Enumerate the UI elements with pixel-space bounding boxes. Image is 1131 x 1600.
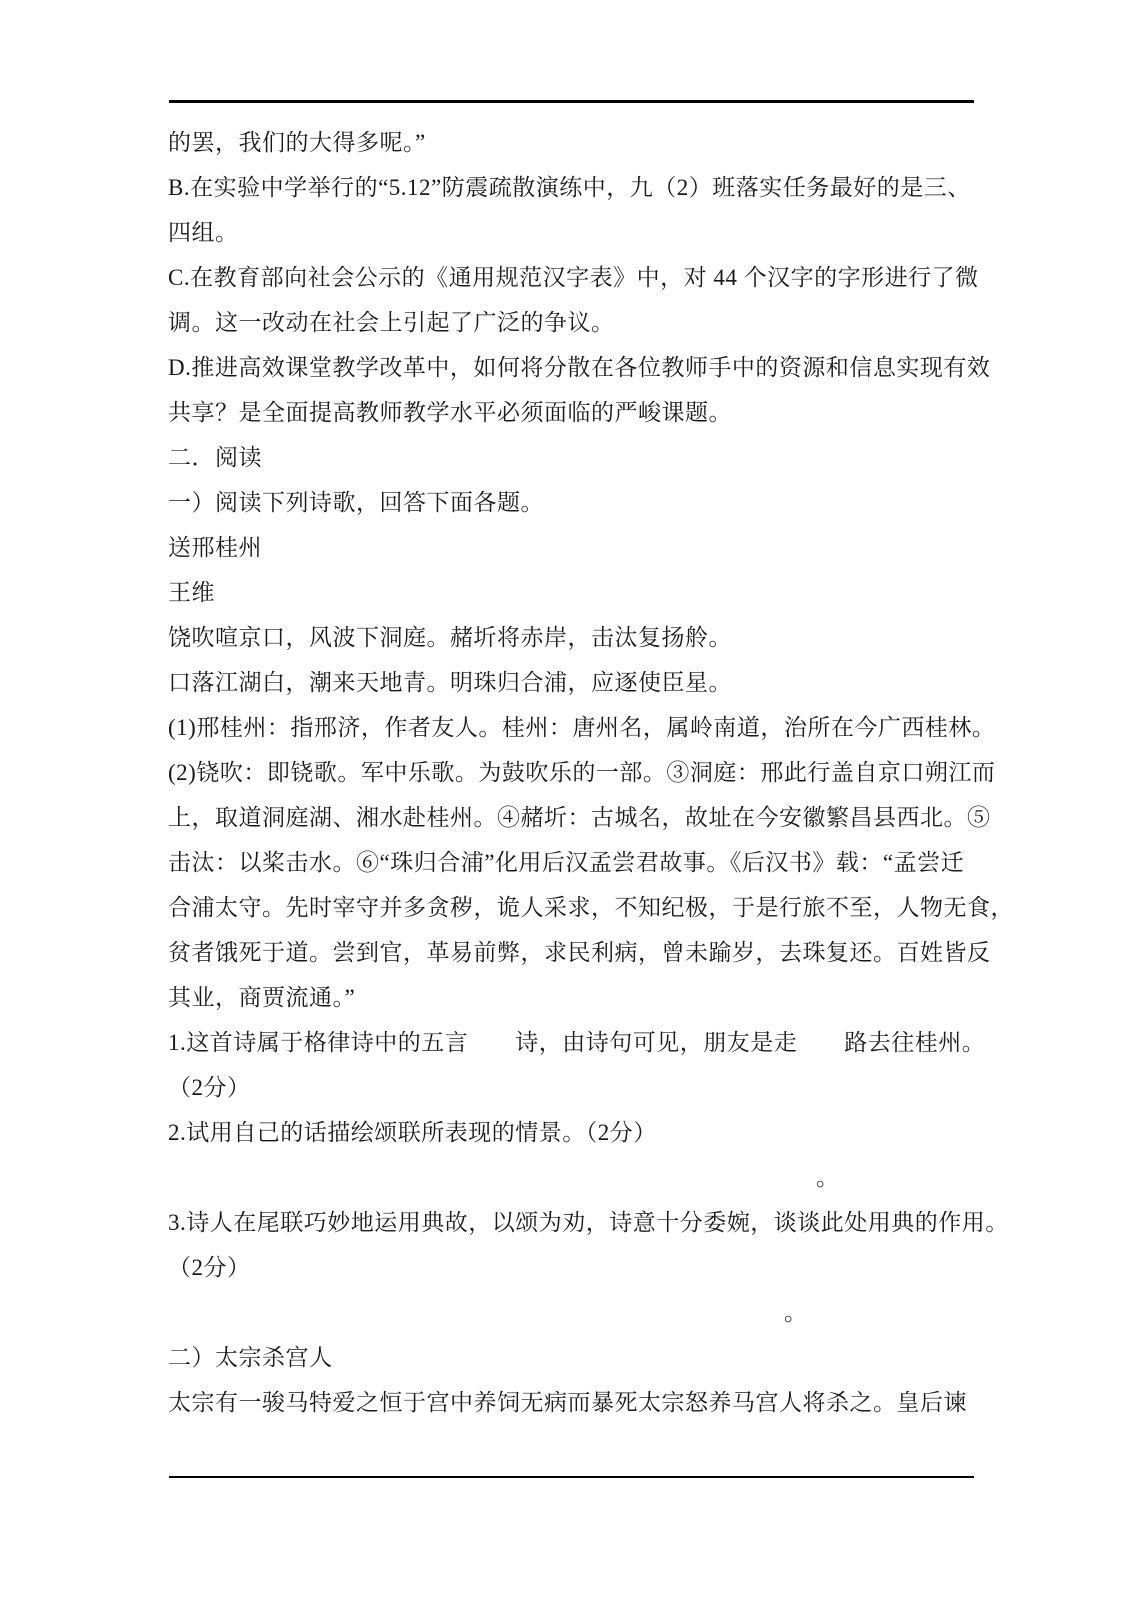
header-rule (169, 100, 974, 103)
document-body (168, 120, 1014, 1425)
note-line-7: 其业，商贾流通。” (168, 985, 356, 1010)
option-b-line-2: 四组。 (168, 220, 239, 245)
poem-line-2: 口落江湖白，潮来天地青。明珠归合浦，应逐使臣星。 (168, 670, 732, 695)
footer-rule (169, 1476, 974, 1478)
option-d-line-2: 共享？是全面提高教师教学水平必须面临的严峻课题。 (168, 400, 732, 425)
note-line-4: 击汰：以桨击水。⑥“珠归合浦”化用后汉孟尝君故事。《后汉书》载：“孟尝迁 (168, 850, 965, 875)
question-3-score: （2分） (168, 1255, 251, 1280)
note-line-3: 上，取道洞庭湖、湘水赴桂州。④赭圻：古城名，故址在今安徽繁昌县西北。⑤ (168, 805, 991, 830)
note-line-1: (1)邢桂州：指邢济，作者友人。桂州：唐州名，属岭南道，治所在今广西桂林。 (168, 715, 996, 740)
part-2-heading: 二）太宗杀宫人 (168, 1345, 333, 1370)
option-a-continuation: 的罢，我们的大得多呢。” (168, 130, 426, 155)
part-1-heading: 一）阅读下列诗歌，回答下面各题。 (168, 490, 544, 515)
option-b-line-1: B.在实验中学举行的“5.12”防震疏散演练中，九（2）班落实任务最好的是三、 (168, 175, 971, 200)
answer-blank-period-1: 。 (816, 1165, 840, 1190)
note-line-5: 合浦太守。先时宰守并多贪秽，诡人采求，不知纪极，于是行旅不至，人物无食， (168, 895, 1014, 920)
option-c-line-2: 调。这一改动在社会上引起了广泛的争议。 (168, 310, 615, 335)
question-1-score: （2分） (168, 1075, 251, 1100)
question-1: 1.这首诗属于格律诗中的五言 诗，由诗句可见，朋友是走 路去往桂州。 (168, 1030, 986, 1055)
note-line-2: (2)铙吹：即铙歌。军中乐歌。为鼓吹乐的一部。③洞庭：邢此行盖自京口朔江而 (168, 760, 996, 785)
poem-line-1: 饶吹喧京口，风波下洞庭。赭圻将赤岸，击汰复扬舲。 (168, 625, 732, 650)
note-line-6: 贫者饿死于道。尝到官，革易前弊，求民利病，曾未踰岁，去珠复还。百姓皆反 (168, 940, 991, 965)
option-d-line-1: D.推进高效课堂教学改革中，如何将分散在各位教师手中的资源和信息实现有效 (168, 355, 991, 380)
poem-title: 送邢桂州 (168, 535, 262, 560)
question-3: 3.诗人在尾联巧妙地运用典故，以颂为劝，诗意十分委婉，谈谈此处用典的作用。 (168, 1210, 1009, 1235)
option-c-line-1: C.在教育部向社会公示的《通用规范汉字表》中，对 44 个汉字的字形进行了微 (168, 265, 979, 290)
question-2: 2.试用自己的话描绘颂联所表现的情景。（2分） (168, 1120, 657, 1145)
answer-blank-period-2: 。 (784, 1300, 808, 1325)
section-2-heading: 二．阅读 (168, 445, 262, 470)
poem-author: 王维 (168, 580, 215, 605)
passage-line-1: 太宗有一骏马特爱之恒于宫中养饲无病而暴死太宗怒养马宫人将杀之。皇后谏 (168, 1390, 967, 1415)
